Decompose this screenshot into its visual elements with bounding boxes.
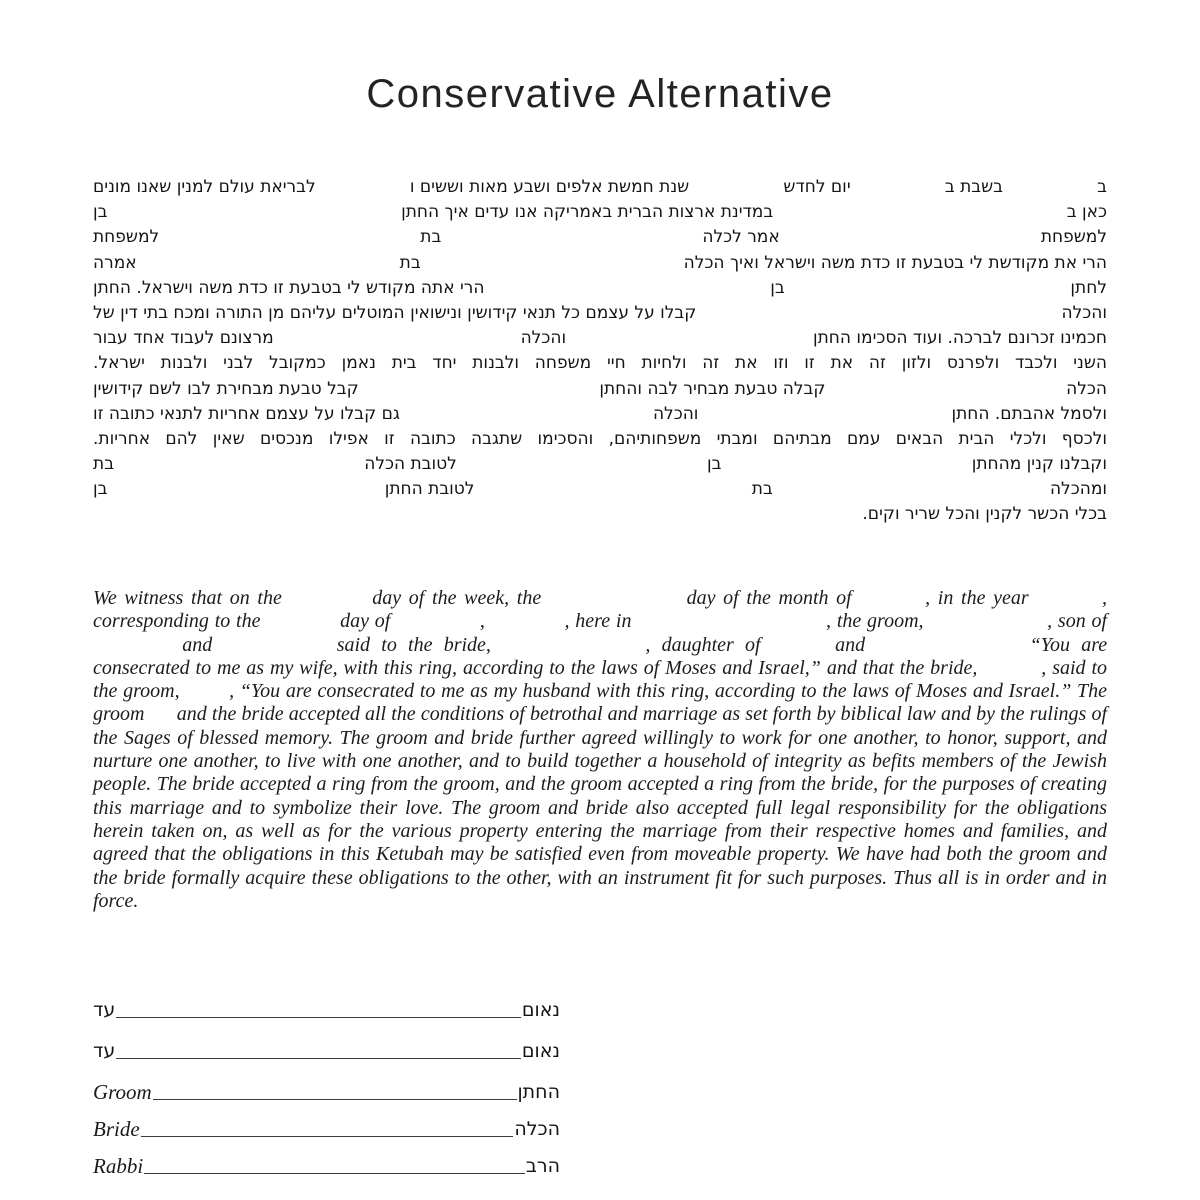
fill-in-blank bbox=[1036, 603, 1094, 604]
hebrew-text-segment: והכלה bbox=[652, 403, 699, 424]
english-text-segment: , corresponding to the bbox=[93, 587, 1108, 633]
hebrew-line bbox=[93, 404, 1107, 429]
hebrew-line bbox=[93, 353, 1107, 378]
hebrew-text-segment: והכלה bbox=[1061, 302, 1107, 323]
english-text-segment: “You are consecrated to me as my wife, with this ring, according to the laws of Moses and Israel,” and that the bride, bbox=[93, 633, 1108, 679]
hebrew-line bbox=[93, 303, 1107, 328]
hebrew-text-segment: בכלי הכשר לקנין והכל שריר וקים. bbox=[862, 504, 1107, 525]
english-text-segment: , daughter of bbox=[645, 633, 761, 656]
fill-in-blank bbox=[983, 673, 1035, 674]
hebrew-text-segment: אמרה bbox=[93, 252, 137, 273]
groom-label: Groom bbox=[93, 1080, 152, 1104]
hebrew-text-segment: ולסמל אהבתם. החתן bbox=[951, 403, 1107, 424]
bride-signature-row bbox=[93, 1117, 560, 1141]
fill-in-blank bbox=[491, 626, 559, 627]
english-text-section bbox=[93, 587, 1107, 913]
hebrew-text-segment: ב bbox=[1097, 177, 1107, 197]
signature-line bbox=[116, 1017, 521, 1018]
fill-in-blank bbox=[637, 626, 820, 627]
hebrew-text-segment: והכלה bbox=[520, 328, 567, 349]
english-text-segment: and the bride accepted all the conditions of betrothal and marriage as set forth by biblical law and by the rulings of the Sages of blessed memory. The groom and bride further agreed willingly to work for one another, to honor, support, and nurture one another, to live with one another, and to build together a household of integrity as befits members of the Jewish people. The bride accepted a ring from the groom, and the groom accepted a ring from the bride, for the purposes of creating this marriage and to symbolize their love. The groom and bride also accepted full legal responsibility for the obligations herein taken on, as well as for the various property entering the marriage from their respective homes and families, and agreed that the obligations in this Ketubah may be satisfied even from moveable property. We have had both the groom and the bride formally acquire these obligations to the other, with an instrument fit for such purposes. Thus all is in order and in force. bbox=[93, 703, 1108, 912]
hebrew-text-segment: בן bbox=[707, 454, 722, 475]
fill-in-blank bbox=[929, 626, 1041, 627]
hebrew-text-segment: וקבלנו קנין מהחתן bbox=[971, 454, 1107, 475]
hebrew-text-segment: בן bbox=[93, 479, 108, 500]
hebrew-line bbox=[93, 504, 1107, 529]
english-text-segment: , here in bbox=[564, 610, 632, 633]
hebrew-text-segment: השני ולכבד ולפרנס ולזון זה את זו וזו את זה ולחיות חיי משפחה ולבנות יחד בית נאמן כמקובל לבני ולבנות ישראל. bbox=[93, 353, 1107, 374]
english-text-segment: day of the week, the bbox=[372, 587, 542, 609]
signature-line bbox=[144, 1173, 525, 1174]
english-text-segment: We witness that on the bbox=[93, 587, 282, 609]
hebrew-text-segment: הכלה bbox=[1066, 378, 1107, 399]
hebrew-text-segment: חכמינו זכרונם לברכה. ועוד הסכימו החתן bbox=[813, 328, 1107, 349]
hebrew-text-segment: בת bbox=[420, 227, 442, 248]
hebrew-text-segment: הרי את מקודשת לי בטבעת זו כדת משה וישראל ואיך הכלה bbox=[683, 252, 1107, 273]
fill-in-blank bbox=[266, 626, 334, 627]
hebrew-text-segment: הרי אתה מקודש לי בטבעת זו כדת משה וישראל. החתן bbox=[93, 277, 485, 298]
english-text-segment: said to the bride, bbox=[336, 633, 491, 656]
hebrew-text-segment: שנת חמשת אלפים ושבע מאות וששים ו bbox=[409, 177, 690, 197]
witness-label-ed: עד bbox=[93, 999, 116, 1021]
fill-in-blank bbox=[150, 719, 172, 720]
signature-line bbox=[141, 1136, 514, 1137]
english-text-segment: and bbox=[835, 633, 866, 656]
page-title: Conservative Alternative bbox=[366, 72, 834, 116]
hebrew-text-segment: לטובת החתן bbox=[384, 479, 475, 500]
signature-line bbox=[153, 1099, 517, 1100]
english-text-segment: and bbox=[182, 633, 213, 656]
hebrew-line bbox=[93, 454, 1107, 479]
hebrew-line bbox=[93, 227, 1107, 252]
witness-label-neum: נאום bbox=[521, 1040, 560, 1062]
witness-signature-row-1 bbox=[93, 998, 560, 1022]
hebrew-text-segment: ולכסף ולכלי הבית הבאים עמם מבתיהם ומבתי משפחותיהם, והסכימו שתגבה כתובה זו אפילו מנכסים שאין להם אחריות. bbox=[93, 428, 1107, 449]
hebrew-text-segment: לבריאת עולם למנין שאנו מונים bbox=[93, 177, 316, 197]
rabbi-signature-row bbox=[93, 1154, 560, 1178]
hebrew-text-segment: בן bbox=[93, 202, 108, 223]
rabbi-label: Rabbi bbox=[93, 1154, 144, 1178]
hebrew-text-segment: קבלו על עצמם כל תנאי קידושין ונישואין המוטלים עליהם מן התורה ומכח בתי דין של bbox=[93, 302, 697, 323]
hebrew-text-segment: אמר לכלה bbox=[702, 227, 780, 248]
hebrew-line bbox=[93, 429, 1107, 454]
fill-in-blank bbox=[93, 650, 171, 651]
english-text-segment: , “You are consecrated to me as my husband with this ring, according to the laws of Moses and Israel.” The groom bbox=[93, 680, 1108, 726]
hebrew-line bbox=[93, 253, 1107, 278]
english-text-segment: , said to the groom, bbox=[93, 656, 1108, 703]
hebrew-text-segment: לטובת הכלה bbox=[364, 454, 457, 475]
fill-in-blank bbox=[185, 696, 223, 697]
hebrew-text-segment: בת bbox=[399, 252, 421, 273]
fill-in-blank bbox=[502, 650, 634, 651]
hebrew-text-segment: גם קבלו על עצמם אחריות לתנאי כתובה זו bbox=[93, 403, 400, 424]
signature-section bbox=[93, 998, 560, 1191]
hebrew-text-segment: בשבת ב bbox=[944, 177, 1003, 197]
rabbi-label-hebrew: הרב bbox=[525, 1155, 560, 1177]
english-text-segment: , in the year bbox=[925, 587, 1029, 609]
bride-label-hebrew: הכלה bbox=[514, 1118, 560, 1140]
hebrew-text-segment: בת bbox=[751, 479, 773, 500]
english-text-segment: , son of bbox=[1047, 610, 1108, 633]
hebrew-text-segment: למשפחת bbox=[1040, 227, 1107, 248]
hebrew-text-segment: לחתן bbox=[1070, 277, 1107, 298]
fill-in-blank bbox=[876, 650, 1018, 651]
fill-in-blank bbox=[549, 603, 679, 604]
english-text-segment: , bbox=[479, 610, 485, 633]
fill-in-blank bbox=[396, 626, 474, 627]
hebrew-text-segment: קבלה טבעת מבחיר לבה והחתן bbox=[599, 378, 826, 399]
hebrew-text-segment: מרצונם לעבוד אחד עבור bbox=[93, 328, 274, 349]
witness-signature-row-2 bbox=[93, 1039, 560, 1063]
hebrew-text-segment: קבל טבעת מבחירת לבו לשם קידושין bbox=[93, 378, 359, 399]
groom-signature-row bbox=[93, 1080, 560, 1104]
hebrew-line bbox=[93, 177, 1107, 202]
english-text-segment: day of bbox=[340, 610, 391, 633]
hebrew-line bbox=[93, 278, 1107, 303]
groom-label-hebrew: החתן bbox=[517, 1081, 560, 1103]
hebrew-text-segment: למשפחת bbox=[93, 227, 160, 248]
witness-label-ed: עד bbox=[93, 1040, 116, 1062]
bride-label: Bride bbox=[93, 1117, 140, 1141]
hebrew-text-segment: ומהכלה bbox=[1049, 479, 1107, 500]
english-text-segment: day of the month of bbox=[686, 587, 852, 609]
hebrew-line bbox=[93, 328, 1107, 353]
english-text-segment: , the groom, bbox=[826, 610, 924, 633]
hebrew-text-segment: בן bbox=[770, 277, 785, 298]
fill-in-blank bbox=[223, 650, 325, 651]
hebrew-line bbox=[93, 379, 1107, 404]
hebrew-line bbox=[93, 202, 1107, 227]
fill-in-blank bbox=[859, 603, 917, 604]
fill-in-blank bbox=[772, 650, 824, 651]
hebrew-text-segment: יום לחדש bbox=[783, 177, 851, 197]
fill-in-blank bbox=[290, 603, 365, 604]
witness-label-neum: נאום bbox=[521, 999, 560, 1021]
hebrew-text-section bbox=[93, 177, 1107, 530]
signature-line bbox=[116, 1058, 521, 1059]
hebrew-text-segment: בת bbox=[93, 454, 115, 475]
hebrew-text-segment: במדינת ארצות הברית באמריקה אנו עדים איך החתן bbox=[401, 202, 774, 223]
hebrew-line bbox=[93, 479, 1107, 504]
hebrew-text-segment: כאן ב bbox=[1066, 202, 1107, 223]
